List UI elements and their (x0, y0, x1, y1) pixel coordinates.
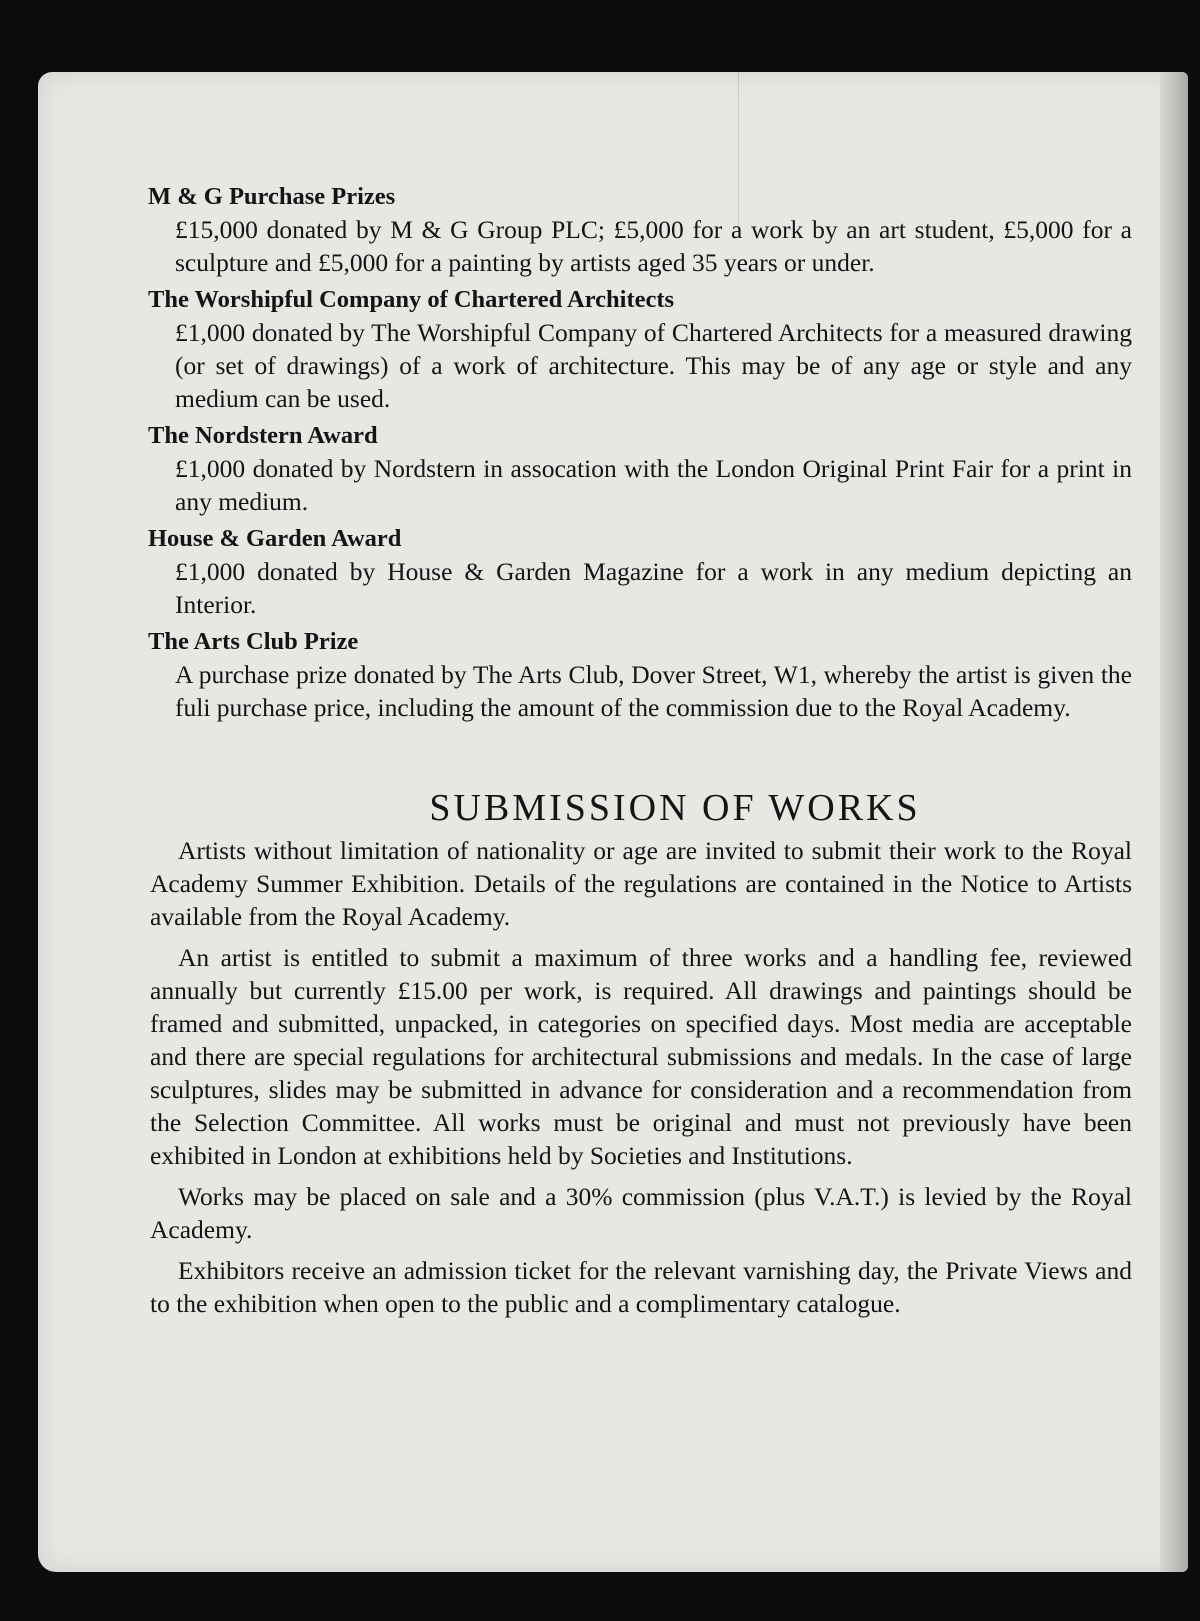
prize-description: £1,000 donated by Nordstern in assocation with the London Original Print Fair for a print in any medium. (175, 454, 1132, 516)
prize-entry (148, 283, 1132, 415)
prize-title: The Worshipful Company of Chartered Architects (148, 286, 675, 313)
prize-description: A purchase prize donated by The Arts Club, Dover Street, W1, whereby the artist is given the fuli purchase price, including the amount of the commission due to the Royal Academy. (175, 660, 1132, 722)
body-paragraph: An artist is entitled to submit a maximum of three works and a handling fee, reviewed annually but currently £15.00 per work, is required. All drawings and paintings should be framed and submitted, unpacked, in categories on specified days. Most media are acceptable and there are special regulations for architectural submissions and medals. In the case of large sculptures, slides may be submitted in advance for consideration and a recommendation from the Selection Committee. All works must be original and must not previously have been exhibited in London at exhibitions held by Societies and Institutions. (150, 943, 1132, 1170)
prize-title: M & G Purchase Prizes (148, 183, 396, 210)
prize-description: £1,000 donated by House & Garden Magazine for a work in any medium depicting an Interior. (175, 557, 1132, 619)
prize-entry (148, 625, 1132, 724)
prize-entry (148, 522, 1132, 621)
prize-description: £1,000 donated by The Worshipful Company of Chartered Architects for a measured drawing (or set of drawings) of a work of architecture. This may be of any age or style and any medium can be used. (175, 318, 1132, 413)
prize-title: House & Garden Award (148, 525, 402, 552)
page-content (148, 180, 1132, 1328)
body-paragraph: Exhibitors receive an admission ticket for the relevant varnishing day, the Private Views and to the exhibition when open to the public and a complimentary catalogue. (150, 1256, 1132, 1318)
prize-title: The Nordstern Award (148, 422, 378, 449)
prize-title: The Arts Club Prize (148, 628, 359, 655)
body-paragraph: Works may be placed on sale and a 30% commission (plus V.A.T.) is levied by the Royal Academy. (150, 1182, 1132, 1244)
prize-entry (148, 419, 1132, 518)
body-paragraph: Artists without limitation of nationality or age are invited to submit their work to the Royal Academy Summer Exhibition. Details of the regulations are contained in the Notice to Artists available from the Royal Academy. (150, 836, 1132, 931)
prize-entry (148, 180, 1132, 279)
prize-description: £15,000 donated by M & G Group PLC; £5,000 for a work by an art student, £5,000 for a sculpture and £5,000 for a painting by artists aged 35 years or under. (175, 215, 1132, 277)
document-page (38, 72, 1188, 1572)
section-heading: SUBMISSION OF WORKS (429, 787, 921, 829)
page-edge (1160, 72, 1188, 1572)
